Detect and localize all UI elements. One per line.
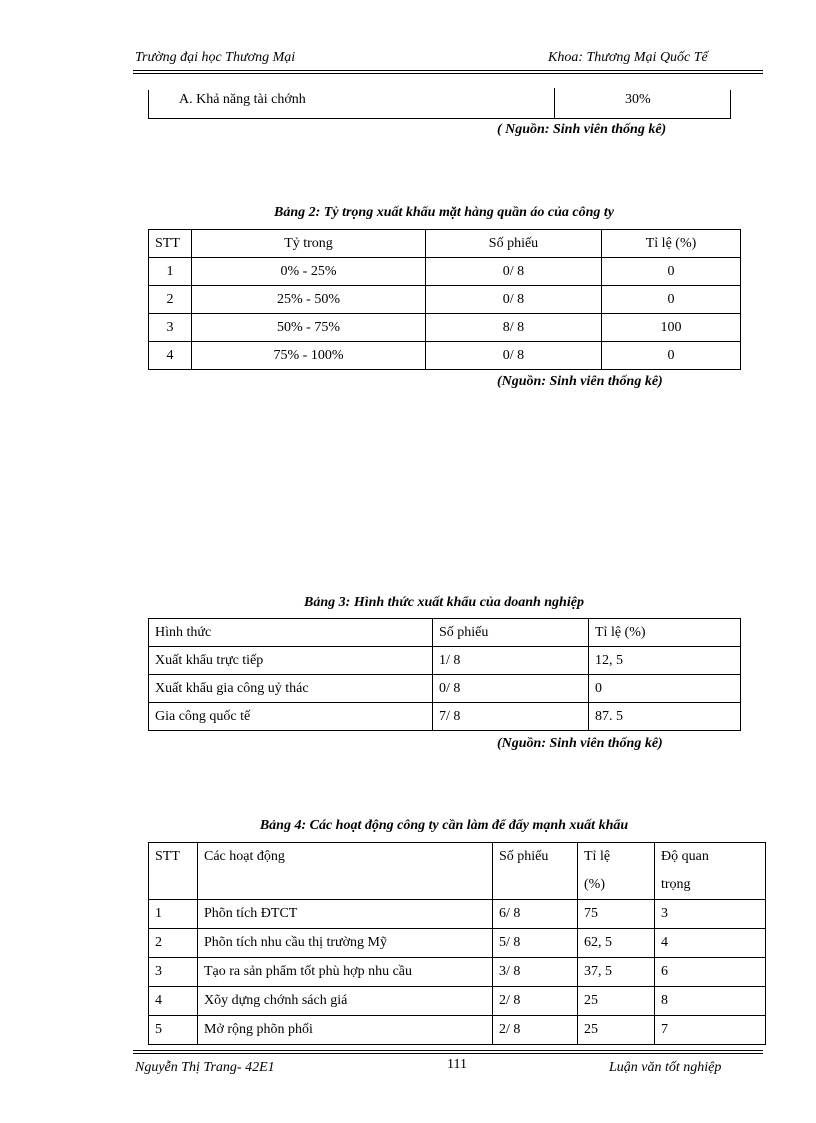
- cell: 0/ 8: [426, 258, 602, 286]
- cell: 50% - 75%: [192, 314, 426, 342]
- cell: Tạo ra sản phẩm tốt phù hợp nhu cầu: [198, 958, 493, 987]
- cell: 8: [655, 987, 766, 1016]
- cell: 4: [149, 987, 198, 1016]
- header-line: Độ quan: [661, 849, 709, 864]
- cell: Gia công quốc tế: [149, 703, 433, 731]
- table-row: [149, 258, 741, 286]
- table-row: [149, 286, 741, 314]
- cell: Phõn tích ĐTCT: [198, 900, 493, 929]
- table-row: [149, 314, 741, 342]
- cell: 1: [149, 258, 192, 286]
- table1-label: A. Khả năng tài chớnh: [179, 92, 306, 107]
- cell: 25: [578, 1016, 655, 1045]
- header-cell: [655, 843, 766, 900]
- header-cell: Số phiếu: [426, 230, 602, 258]
- header-cell: Tỉ lệ (%): [602, 230, 741, 258]
- table-row: [149, 342, 741, 370]
- table2-title: Bảng 2: Tỷ trọng xuất khẩu mặt hàng quần áo của công ty: [274, 205, 614, 220]
- cell: 0: [602, 342, 741, 370]
- cell: 25% - 50%: [192, 286, 426, 314]
- header-cell: Các hoạt động: [198, 843, 493, 900]
- table1-value: 30%: [625, 92, 651, 107]
- cell: 100: [602, 314, 741, 342]
- table-row: [149, 1016, 766, 1045]
- cell: Xuất khẩu gia công uỷ thác: [149, 675, 433, 703]
- cell: 2/ 8: [493, 987, 578, 1016]
- table-header-row: [149, 230, 741, 258]
- cell: 12, 5: [589, 647, 741, 675]
- header-cell: Số phiếu: [433, 619, 589, 647]
- cell: 2/ 8: [493, 1016, 578, 1045]
- table-row: [149, 703, 741, 731]
- footer-author: Nguyễn Thị Trang- 42E1: [135, 1060, 275, 1075]
- cell: 3/ 8: [493, 958, 578, 987]
- cell: 0% - 25%: [192, 258, 426, 286]
- cell: 25: [578, 987, 655, 1016]
- header-cell: Số phiếu: [493, 843, 578, 900]
- cell: Mở rộng phõn phối: [198, 1016, 493, 1045]
- cell: 8/ 8: [426, 314, 602, 342]
- cell: 75% - 100%: [192, 342, 426, 370]
- cell: 2: [149, 929, 198, 958]
- footer-rule-2: [133, 1053, 763, 1054]
- cell: 5/ 8: [493, 929, 578, 958]
- table-row: [149, 647, 741, 675]
- cell: 6: [655, 958, 766, 987]
- cell: 3: [655, 900, 766, 929]
- header-school: Trường đại học Thương Mại: [135, 50, 296, 65]
- header-rule: [133, 70, 763, 71]
- table-header-row: [149, 843, 766, 900]
- cell: Xuất khẩu trực tiếp: [149, 647, 433, 675]
- header-line: (%): [584, 877, 605, 892]
- header-cell: Hình thức: [149, 619, 433, 647]
- cell: 4: [149, 342, 192, 370]
- table1-source: ( Nguồn: Sinh viên thống kê): [497, 122, 667, 137]
- cell: 3: [149, 314, 192, 342]
- cell: 6/ 8: [493, 900, 578, 929]
- table3: [148, 618, 741, 731]
- table2-source: (Nguồn: Sinh viên thống kê): [497, 374, 663, 389]
- cell: 0: [602, 286, 741, 314]
- cell: 0/ 8: [433, 675, 589, 703]
- header-line: Tỉ lệ: [584, 849, 611, 864]
- header-cell: STT: [149, 230, 192, 258]
- header-cell: Tỷ trong: [192, 230, 426, 258]
- table-row: [149, 675, 741, 703]
- page-number: 111: [447, 1057, 467, 1072]
- cell: 0/ 8: [426, 286, 602, 314]
- cell: 75: [578, 900, 655, 929]
- header-faculty: Khoa: Thương Mại Quốc Tế: [548, 50, 708, 65]
- header-cell: [578, 843, 655, 900]
- footer-rule: [133, 1050, 763, 1051]
- table3-source: (Nguồn: Sinh viên thống kê): [497, 736, 663, 751]
- cell: Xõy dựng chớnh sách giá: [198, 987, 493, 1016]
- table-row: [149, 958, 766, 987]
- table1-fragment: [148, 90, 731, 119]
- cell: 37, 5: [578, 958, 655, 987]
- cell: 62, 5: [578, 929, 655, 958]
- cell: 5: [149, 1016, 198, 1045]
- header-rule-2: [133, 73, 763, 74]
- table-row: [149, 929, 766, 958]
- cell: 0: [589, 675, 741, 703]
- cell: 87. 5: [589, 703, 741, 731]
- cell: 7/ 8: [433, 703, 589, 731]
- table-row: [149, 987, 766, 1016]
- cell: 7: [655, 1016, 766, 1045]
- cell: 1/ 8: [433, 647, 589, 675]
- table4: [148, 842, 766, 1045]
- table3-title: Bảng 3: Hình thức xuất khẩu của doanh nghiệp: [304, 595, 584, 610]
- table2: [148, 229, 741, 370]
- cell: 0/ 8: [426, 342, 602, 370]
- cell: 0: [602, 258, 741, 286]
- cell: 1: [149, 900, 198, 929]
- cell: 2: [149, 286, 192, 314]
- header-cell: STT: [149, 843, 198, 900]
- header-cell: Tỉ lệ (%): [589, 619, 741, 647]
- cell: 3: [149, 958, 198, 987]
- cell: 4: [655, 929, 766, 958]
- table-header-row: [149, 619, 741, 647]
- cell: Phõn tích nhu cầu thị trường Mỹ: [198, 929, 493, 958]
- table-row: [149, 900, 766, 929]
- header-line: trọng: [661, 877, 691, 892]
- footer-thesis: Luận văn tốt nghiệp: [609, 1060, 722, 1075]
- table4-title: Bảng 4: Các hoạt động công ty cần làm để đẩy mạnh xuất khẩu: [259, 818, 629, 833]
